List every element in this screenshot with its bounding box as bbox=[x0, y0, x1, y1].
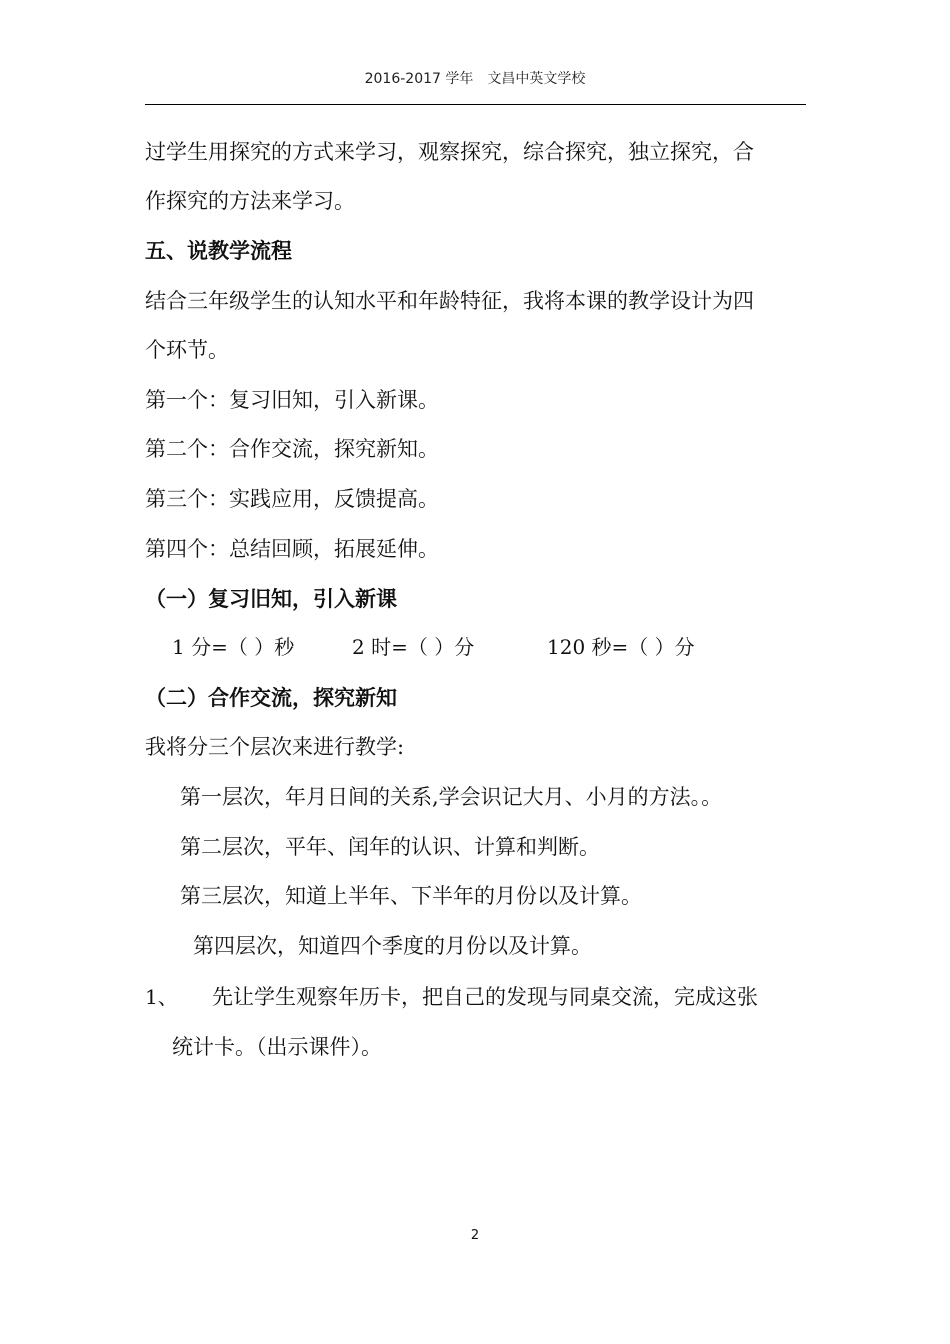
question-item: 2 时=（ ）分 bbox=[352, 635, 475, 659]
question-item: 120 秒=（ ）分 bbox=[547, 635, 695, 659]
paragraph-line: 作探究的方法来学习。 bbox=[145, 189, 355, 213]
header-year: 2016-2017 学年 bbox=[364, 71, 474, 87]
subsection-heading: （一）复习旧知，引入新课 bbox=[145, 587, 397, 611]
level-item: 第二层次，平年、闰年的认识、计算和判断。 bbox=[180, 835, 600, 859]
question-item: 1 分=（ ）秒 bbox=[172, 635, 295, 659]
subsection-heading: （二）合作交流，探究新知 bbox=[145, 686, 397, 710]
step-item: 第二个：合作交流，探究新知。 bbox=[145, 437, 439, 461]
review-questions bbox=[172, 632, 695, 662]
header-school: 文昌中英文学校 bbox=[487, 71, 586, 87]
page-number: 2 bbox=[470, 1228, 480, 1243]
list-item-text: 先让学生观察年历卡，把自己的发现与同桌交流，完成这张 bbox=[212, 985, 758, 1009]
level-item: 第一层次，年月日间的关系,学会识记大月、小月的方法。。 bbox=[180, 785, 723, 809]
level-item: 第四层次，知道四个季度的月份以及计算。 bbox=[193, 934, 592, 958]
paragraph-line: 过学生用探究的方式来学习，观察探究，综合探究，独立探究，合 bbox=[145, 140, 754, 164]
step-item: 第四个：总结回顾，拓展延伸。 bbox=[145, 537, 439, 561]
step-item: 第一个：复习旧知，引入新课。 bbox=[145, 388, 439, 412]
paragraph-line: 结合三年级学生的认知水平和年龄特征，我将本课的教学设计为四 bbox=[145, 289, 754, 313]
list-item-text: 统计卡。（出示课件）。 bbox=[172, 1035, 382, 1059]
level-item: 第三层次，知道上半年、下半年的月份以及计算。 bbox=[180, 884, 642, 908]
list-number: 1、 bbox=[145, 985, 178, 1009]
paragraph-line: 个环节。 bbox=[145, 338, 229, 362]
paragraph-line: 我将分三个层次来进行教学: bbox=[145, 735, 405, 759]
section-heading: 五、说教学流程 bbox=[145, 239, 292, 263]
step-item: 第三个：实践应用，反馈提高。 bbox=[145, 487, 439, 511]
header-rule bbox=[145, 104, 806, 105]
page-header bbox=[0, 68, 950, 88]
